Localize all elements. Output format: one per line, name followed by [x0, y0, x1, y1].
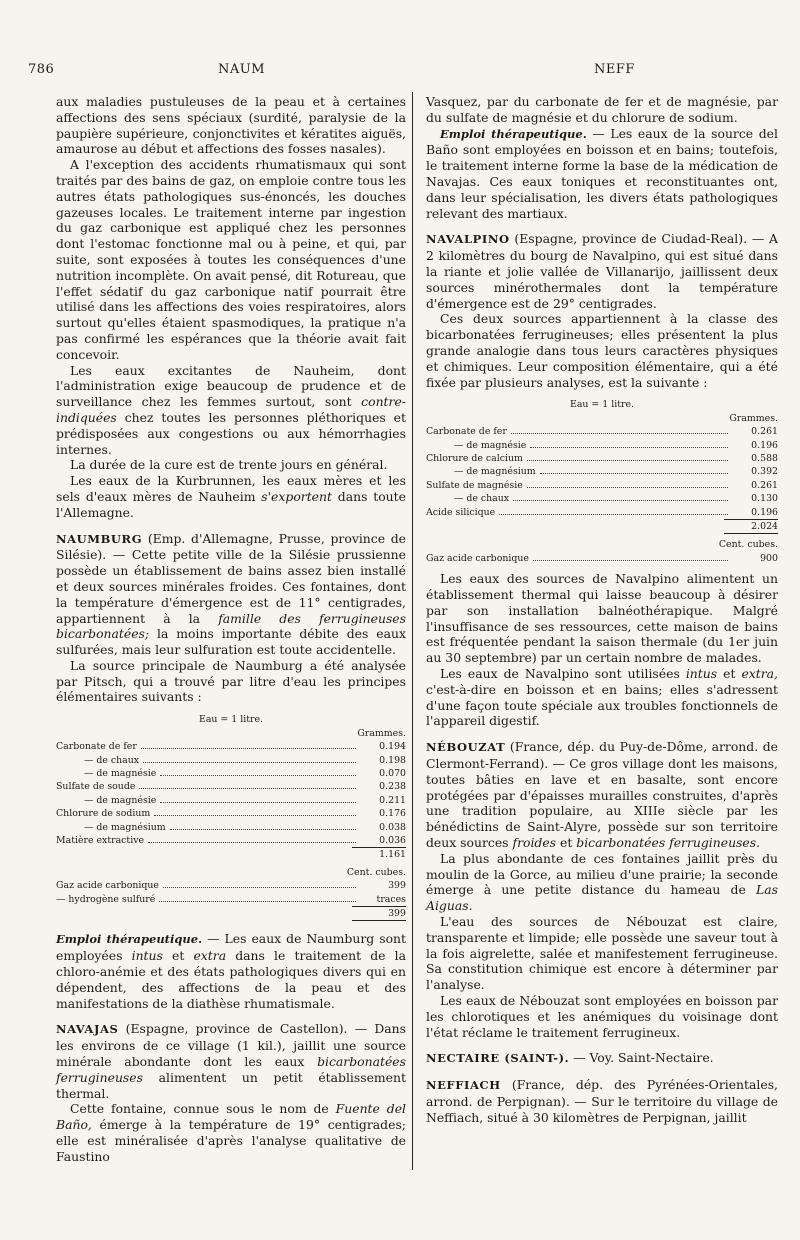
- entry-naumburg: NAUMBURG (Emp. d'Allemagne, Prusse, province de Silésie). — Cette petite ville de la Silésie prussienne possède un établissement de bains assez bien installé et deux sources minérales froides. Ces fontaines, dont la température d'émergence est de 11° centigrades, appartiennent à la famille des ferrugineuses bicarbonatées; la moins importante débite des eaux sulfurées, mais leur sulfuration est toute accidentelle.: [56, 530, 406, 658]
- paragraph: La plus abondante de ces fontaines jaillit près du moulin de la Gorce, au milieu d'une prairie; la seconde émerge à une petite distance du hameau de Las Aiguas.: [426, 850, 778, 914]
- running-head-right: NEFF: [594, 62, 635, 77]
- table-row: — de magnésium 0.038: [84, 821, 406, 833]
- entry-navajas: NAVAJAS (Espagne, province de Castellon). — Dans les environs de ce village (1 kil.), jaillit une source minérale abondante dont les eaux bicarbonatées ferrugineuses alimentent un petit établissement thermal.: [56, 1021, 406, 1101]
- paragraph: Les eaux des sources de Navalpino alimentent un établissement thermal qui laisse beaucoup à désirer par son installation balnéothérapique. Malgré l'insuffisance de ses ressources, cette maison de bains est fréquentée pendant la saison thermale (du 1er juin au 30 septembre) par un certain nombre de malades.: [426, 571, 778, 666]
- right-column: [426, 94, 778, 1126]
- entry-neffiach: NEFFIACH (France, dép. des Pyrénées-Orientales, arrond. de Perpignan). — Sur le territoire du village de Neffiach, situé à 30 kilomètres de Perpignan, jaillit: [426, 1077, 778, 1125]
- paragraph: La source principale de Naumburg a été analysée par Pitsch, qui a trouvé par litre d'eau les principes élémentaires suivants :: [56, 657, 406, 705]
- table-row: Gaz acide carbonique 900: [426, 552, 778, 564]
- table-row: — hydrogène sulfuré traces: [56, 893, 406, 905]
- paragraph: La durée de la cure est de trente jours en général.: [70, 457, 388, 473]
- paragraph: L'eau des sources de Nébouzat est claire, transparente et limpide; elle possède une saveur tout à la fois aigrelette, salée et manifestement ferrugineuse. Sa constitution chimique est encore à déterminer par l'analyse.: [426, 913, 778, 993]
- paragraph: Les eaux excitantes de Nauheim, dont l'administration exige beaucoup de prudence et de surveillance chez les femmes surtout, sont contre-indiquées chez toutes les personnes pléthoriques et prédisposées aux congestions ou aux hémorrhagies internes.: [56, 362, 406, 457]
- entry-nectaire: NECTAIRE (SAINT-). — Voy. Saint-Nectaire.: [426, 1050, 714, 1066]
- analysis-heading: Eau = 1 litre.: [198, 714, 263, 726]
- entry-headword: NAVAJAS: [56, 1022, 119, 1037]
- entry-nebouzat: NÉBOUZAT (France, dép. du Puy-de-Dôme, arrond. de Clermont-Ferrand). — Ce gros village dont les maisons, toutes bâties en lave et en basalte, sont encore protégées par d'épaisses murailles construites, d'après une tradition populaire, au XIIIe siècle par les bénédictins de Saint-Alyre, possède sur son territoire deux sources froides et bicarbonatées ferrugineuses.: [426, 739, 778, 850]
- table-row: — de chaux 0.198: [84, 754, 406, 766]
- table-row: Gaz acide carbonique 399: [56, 880, 406, 892]
- analysis-total: 2.024: [724, 519, 778, 534]
- emploi-therapeutique: Emploi thérapeutique. — Les eaux de Naumburg sont employées intus et extra dans le traitement de la chloro-anémie et des états pathologiques divers qui en dépendent, des affections de la peau et des manifestations de la diathèse rhumatismale.: [56, 931, 406, 1011]
- table-row: Sulfate de magnésie 0.261: [426, 479, 778, 491]
- analysis-gas-unit: Cent. cubes.: [346, 866, 406, 878]
- entry-headword: NAUMBURG: [56, 531, 143, 546]
- paragraph: Cette fontaine, connue sous le nom de Fuente del Baño, émerge à la température de 19° centigrades; elle est minéralisée d'après l'analyse qualitative de Faustino: [56, 1101, 406, 1164]
- table-row: Matière extractive 0.036: [56, 834, 406, 846]
- table-row: — de magnésie 0.211: [84, 794, 406, 806]
- paragraph: Les eaux de la Kurbrunnen, les eaux mères et les sels d'eaux mères de Nauheim s'exportent dans toute l'Allemagne.: [56, 473, 406, 520]
- page-number: 786: [28, 62, 55, 77]
- emploi-therapeutique: Emploi thérapeutique. — Les eaux de la source del Baño sont employées en boisson et en bains; toutefois, le traitement interne forme la base de la médication de Navajas. Ces eaux toniques et reconstituantes ont, dans leur spécialisation, les divers états pathologiques relevant des martiaux.: [426, 125, 778, 221]
- table-row: — de magnésie 0.070: [84, 767, 406, 779]
- table-row: — de magnésie 0.196: [454, 439, 778, 451]
- paragraph: A l'exception des accidents rhumatismaux qui sont traités par des bains de gaz, on emploie contre tous les autres états pathologiques sus-énoncés, les douches gazeuses locales. Le traitement interne par ingestion du gaz carbonique est appliqué chez les personnes dont l'estomac fonctionne mal ou à peine, et qui, par suite, sont exposées à toutes les conséquences d'une nutrition incomplète. On avait pensé, dit Rotureau, que l'effet sédatif du gaz carbonique natif pourrait être utilisé dans les affections des voies respiratoires, alors surtout qu'elles étaient spasmodiques, la pratique n'a pas confirmé les espérances que la théorie avait fait concevoir.: [56, 157, 406, 362]
- paragraph: Ces deux sources appartiennent à la classe des bicarbonatées ferrugineuses; elles présentent la plus grande analogie dans tous leurs caractères physiques et chimiques. Leur composition élémentaire, qui a été fixée par plusieurs analyses, est la suivante :: [426, 311, 778, 390]
- analysis-gas-total: 399: [352, 906, 406, 921]
- analysis-unit: Grammes.: [357, 727, 406, 739]
- entry-headword: NECTAIRE (SAINT-).: [426, 1051, 570, 1066]
- table-row: Carbonate de fer 0.194: [56, 741, 406, 753]
- paragraph: Les eaux de Nébouzat sont employées en boisson par les chlorotiques et les anémiques du voisinage dont l'état réclame le traitement ferrugineux.: [426, 992, 778, 1040]
- table-row: Chlorure de sodium 0.176: [56, 808, 406, 820]
- analysis-table-navalpino: [426, 398, 778, 565]
- analysis-total: 1.161: [352, 847, 406, 861]
- paragraph: aux maladies pustuleuses de la peau et à certaines affections des sens spéciaux (surdité, paralysie de la paupière supérieure, conjonctivites et kératites aiguës, amaurose au début et affections des fosses nasales).: [56, 94, 406, 157]
- table-row: Sulfate de soude 0.238: [56, 781, 406, 793]
- entry-headword: NAVALPINO: [426, 232, 510, 247]
- analysis-unit: Grammes.: [729, 412, 778, 424]
- table-row: — de chaux 0.130: [454, 493, 778, 505]
- entry-navalpino: NAVALPINO (Espagne, province de Ciudad-Real). — A 2 kilomètres du bourg de Navalpino, qui est situé dans la riante et jolie vallée de Villanarijo, jaillissent deux sources minérothermales dont la température d'émergence est de 29° centigrades.: [426, 231, 778, 311]
- table-row: Chlorure de calcium 0.588: [426, 452, 778, 464]
- analysis-gas-unit: Cent. cubes.: [718, 539, 778, 551]
- paragraph: Les eaux de Navalpino sont utilisées intus et extra, c'est-à-dire en boisson et en bains; elles s'adressent d'une façon toute spéciale aux troubles fonctionnels de l'appareil digestif.: [426, 666, 778, 729]
- analysis-heading: Eau = 1 litre.: [569, 399, 634, 411]
- table-row: — de magnésium 0.392: [454, 466, 778, 478]
- paragraph: Vasquez, par du carbonate de fer et de magnésie, par du sulfate de magnésie et du chlorure de sodium.: [426, 94, 778, 125]
- analysis-table-naumburg: [56, 713, 406, 921]
- running-head-left: NAUM: [218, 62, 266, 77]
- entry-headword: NEFFIACH: [426, 1078, 501, 1093]
- entry-headword: NÉBOUZAT: [426, 740, 506, 755]
- table-row: Carbonate de fer 0.261: [426, 426, 778, 438]
- left-column: [56, 94, 406, 1165]
- column-divider: [412, 92, 413, 1170]
- table-row: Acide silicique 0.196: [426, 506, 778, 518]
